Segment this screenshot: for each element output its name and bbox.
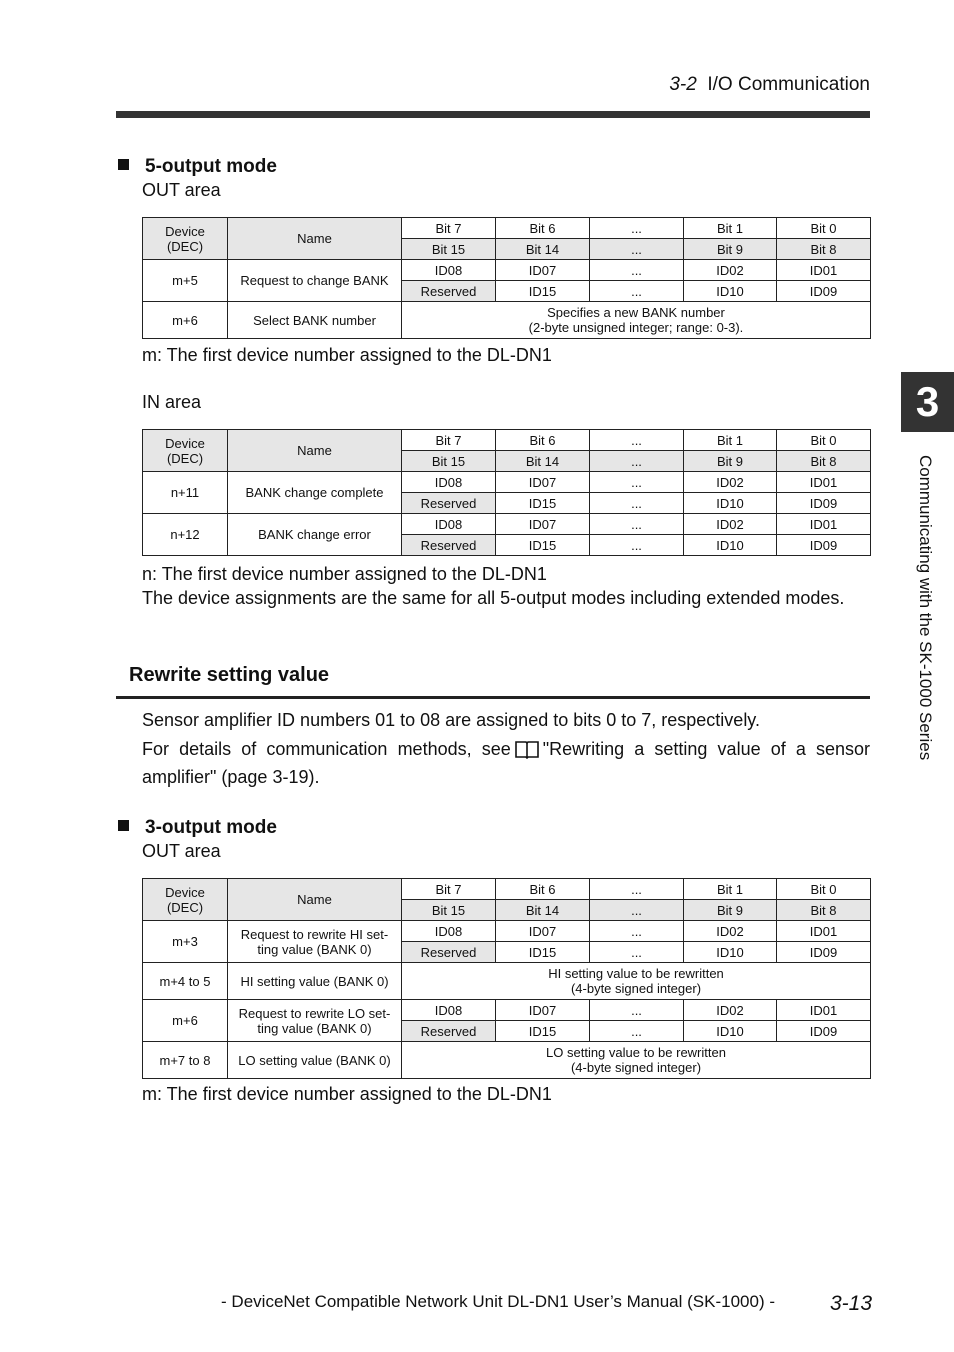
header-bit: ... bbox=[590, 900, 684, 921]
cell-device: m+4 to 5 bbox=[143, 963, 228, 1000]
cell-bit: ID08 bbox=[402, 472, 496, 493]
header-bit: Bit 9 bbox=[684, 239, 777, 260]
cell-bit: ID02 bbox=[684, 514, 777, 535]
cell-bit: ID15 bbox=[496, 942, 590, 963]
section-number: 3-2 bbox=[669, 74, 697, 95]
cell-device: n+11 bbox=[143, 472, 228, 514]
square-bullet-icon bbox=[118, 159, 129, 170]
header-bit: Bit 9 bbox=[684, 900, 777, 921]
cell-bit: ID15 bbox=[496, 535, 590, 556]
header-bit: Bit 14 bbox=[496, 451, 590, 472]
cell-bit: ... bbox=[590, 260, 684, 281]
cell-bit: ID09 bbox=[777, 281, 871, 302]
cell-bit: ID10 bbox=[684, 535, 777, 556]
rewrite-heading: Rewrite setting value bbox=[129, 664, 330, 686]
header-bit: Bit 1 bbox=[684, 879, 777, 900]
header-device: Device (DEC) bbox=[143, 879, 228, 921]
cell-name: HI setting value (BANK 0) bbox=[228, 963, 402, 1000]
cell-bit: ID09 bbox=[777, 535, 871, 556]
cell-bit: ID01 bbox=[777, 514, 871, 535]
cell-bit: ID08 bbox=[402, 260, 496, 281]
cell-bit: ID09 bbox=[777, 942, 871, 963]
five-output-out-table bbox=[142, 217, 871, 339]
cell-device: m+6 bbox=[143, 302, 228, 339]
three-output-heading: 3-output mode bbox=[118, 817, 277, 839]
cell-description: LO setting value to be rewritten (4-byte signed integer) bbox=[402, 1042, 871, 1079]
out-area-note: m: The first device number assigned to the DL-DN1 bbox=[142, 345, 552, 365]
header-bit: Bit 9 bbox=[684, 451, 777, 472]
three-output-out-label: OUT area bbox=[142, 841, 221, 861]
five-output-heading: 5-output mode bbox=[118, 156, 277, 178]
cell-bit: Reserved bbox=[402, 942, 496, 963]
cell-name: Request to change BANK bbox=[228, 260, 402, 302]
header-bit: Bit 1 bbox=[684, 430, 777, 451]
cell-bit: ID15 bbox=[496, 1021, 590, 1042]
header-name: Name bbox=[228, 879, 402, 921]
cell-bit: ID09 bbox=[777, 1021, 871, 1042]
cell-name: Request to rewrite LO set- ting value (BANK 0) bbox=[228, 1000, 402, 1042]
three-output-out-table bbox=[142, 878, 871, 1079]
header-device: Device (DEC) bbox=[143, 430, 228, 472]
header-bit: Bit 6 bbox=[496, 879, 590, 900]
footer-manual-title: - DeviceNet Compatible Network Unit DL-DN1 User’s Manual (SK-1000) - bbox=[221, 1292, 775, 1311]
chapter-side-title: Communicating with the SK-1000 Series bbox=[916, 455, 935, 761]
header-name: Name bbox=[228, 218, 402, 260]
cell-bit: Reserved bbox=[402, 1021, 496, 1042]
cell-device: m+6 bbox=[143, 1000, 228, 1042]
cell-description: Specifies a new BANK number (2-byte unsigned integer; range: 0-3). bbox=[402, 302, 871, 339]
cell-bit: ID15 bbox=[496, 281, 590, 302]
header-bit: Bit 0 bbox=[777, 430, 871, 451]
cell-bit: ... bbox=[590, 1021, 684, 1042]
in-area-note: n: The first device number assigned to the DL-DN1 bbox=[142, 564, 547, 584]
cell-bit: ID09 bbox=[777, 493, 871, 514]
book-icon bbox=[514, 739, 540, 765]
cell-bit: ... bbox=[590, 281, 684, 302]
header-bit: Bit 15 bbox=[402, 451, 496, 472]
cell-bit: ID10 bbox=[684, 493, 777, 514]
cell-device: m+3 bbox=[143, 921, 228, 963]
cell-bit: ... bbox=[590, 942, 684, 963]
cell-name: LO setting value (BANK 0) bbox=[228, 1042, 402, 1079]
cell-bit: ID02 bbox=[684, 260, 777, 281]
cell-bit: ID08 bbox=[402, 514, 496, 535]
cell-bit: ID02 bbox=[684, 472, 777, 493]
chapter-tab: 3 bbox=[901, 372, 954, 432]
cell-bit: ID01 bbox=[777, 1000, 871, 1021]
header-bit: Bit 6 bbox=[496, 430, 590, 451]
header-bit: Bit 7 bbox=[402, 218, 496, 239]
cell-bit: ID01 bbox=[777, 260, 871, 281]
cell-bit: ID02 bbox=[684, 921, 777, 942]
cell-name: BANK change complete bbox=[228, 472, 402, 514]
cell-bit: ... bbox=[590, 1000, 684, 1021]
header-device: Device (DEC) bbox=[143, 218, 228, 260]
cell-bit: ... bbox=[590, 535, 684, 556]
cell-bit: ID07 bbox=[496, 514, 590, 535]
header-bit: Bit 15 bbox=[402, 239, 496, 260]
header-bit: ... bbox=[590, 451, 684, 472]
in-area-label: IN area bbox=[142, 392, 202, 412]
cell-description: HI setting value to be rewritten (4-byte signed integer) bbox=[402, 963, 871, 1000]
cell-bit: ID10 bbox=[684, 1021, 777, 1042]
header-bit: ... bbox=[590, 218, 684, 239]
header-bit: Bit 0 bbox=[777, 879, 871, 900]
header-rule bbox=[116, 111, 870, 118]
cell-bit: ... bbox=[590, 493, 684, 514]
three-output-note: m: The first device number assigned to the DL-DN1 bbox=[142, 1084, 552, 1104]
cell-bit: Reserved bbox=[402, 493, 496, 514]
cell-device: n+12 bbox=[143, 514, 228, 556]
cell-bit: ID15 bbox=[496, 493, 590, 514]
cell-name: Select BANK number bbox=[228, 302, 402, 339]
header-bit: Bit 14 bbox=[496, 900, 590, 921]
page-number: 3-13 bbox=[829, 1292, 872, 1315]
cell-bit: ID01 bbox=[777, 472, 871, 493]
cell-name: BANK change error bbox=[228, 514, 402, 556]
cell-bit: ID07 bbox=[496, 1000, 590, 1021]
cell-device: m+7 to 8 bbox=[143, 1042, 228, 1079]
cell-device: m+5 bbox=[143, 260, 228, 302]
cell-bit: ... bbox=[590, 472, 684, 493]
header-bit: Bit 14 bbox=[496, 239, 590, 260]
header-bit: Bit 6 bbox=[496, 218, 590, 239]
header-bit: Bit 1 bbox=[684, 218, 777, 239]
header-name: Name bbox=[228, 430, 402, 472]
header-bit: Bit 8 bbox=[777, 451, 871, 472]
header-bit: ... bbox=[590, 430, 684, 451]
rewrite-para-2: For details of communication methods, see "Rewriting a setting value of a sensor amplifier" (page 3-19). bbox=[142, 739, 870, 787]
cell-bit: ID01 bbox=[777, 921, 871, 942]
square-bullet-icon bbox=[118, 820, 129, 831]
assignment-note: The device assignments are the same for all 5-output modes including extended modes. bbox=[142, 588, 845, 608]
out-area-label: OUT area bbox=[142, 180, 221, 200]
cell-name: Request to rewrite HI set- ting value (BANK 0) bbox=[228, 921, 402, 963]
cell-bit: ID10 bbox=[684, 942, 777, 963]
header-bit: Bit 8 bbox=[777, 239, 871, 260]
cell-bit: ID08 bbox=[402, 1000, 496, 1021]
header-bit: Bit 0 bbox=[777, 218, 871, 239]
five-output-in-table bbox=[142, 429, 871, 556]
cell-bit: ID10 bbox=[684, 281, 777, 302]
cell-bit: ID07 bbox=[496, 472, 590, 493]
header-bit: ... bbox=[590, 879, 684, 900]
cell-bit: ID02 bbox=[684, 1000, 777, 1021]
rewrite-rule bbox=[116, 696, 870, 699]
rewrite-para-1: Sensor amplifier ID numbers 01 to 08 are assigned to bits 0 to 7, respectively. bbox=[142, 710, 760, 730]
cell-bit: ... bbox=[590, 514, 684, 535]
section-title: I/O Communication bbox=[707, 74, 870, 95]
header-bit: Bit 8 bbox=[777, 900, 871, 921]
header-bit: Bit 15 bbox=[402, 900, 496, 921]
cell-bit: ID08 bbox=[402, 921, 496, 942]
header-bit: ... bbox=[590, 239, 684, 260]
cell-bit: ... bbox=[590, 921, 684, 942]
header-bit: Bit 7 bbox=[402, 430, 496, 451]
cell-bit: ID07 bbox=[496, 260, 590, 281]
cell-bit: ID07 bbox=[496, 921, 590, 942]
running-header bbox=[620, 74, 870, 96]
cell-bit: Reserved bbox=[402, 535, 496, 556]
header-bit: Bit 7 bbox=[402, 879, 496, 900]
cell-bit: Reserved bbox=[402, 281, 496, 302]
